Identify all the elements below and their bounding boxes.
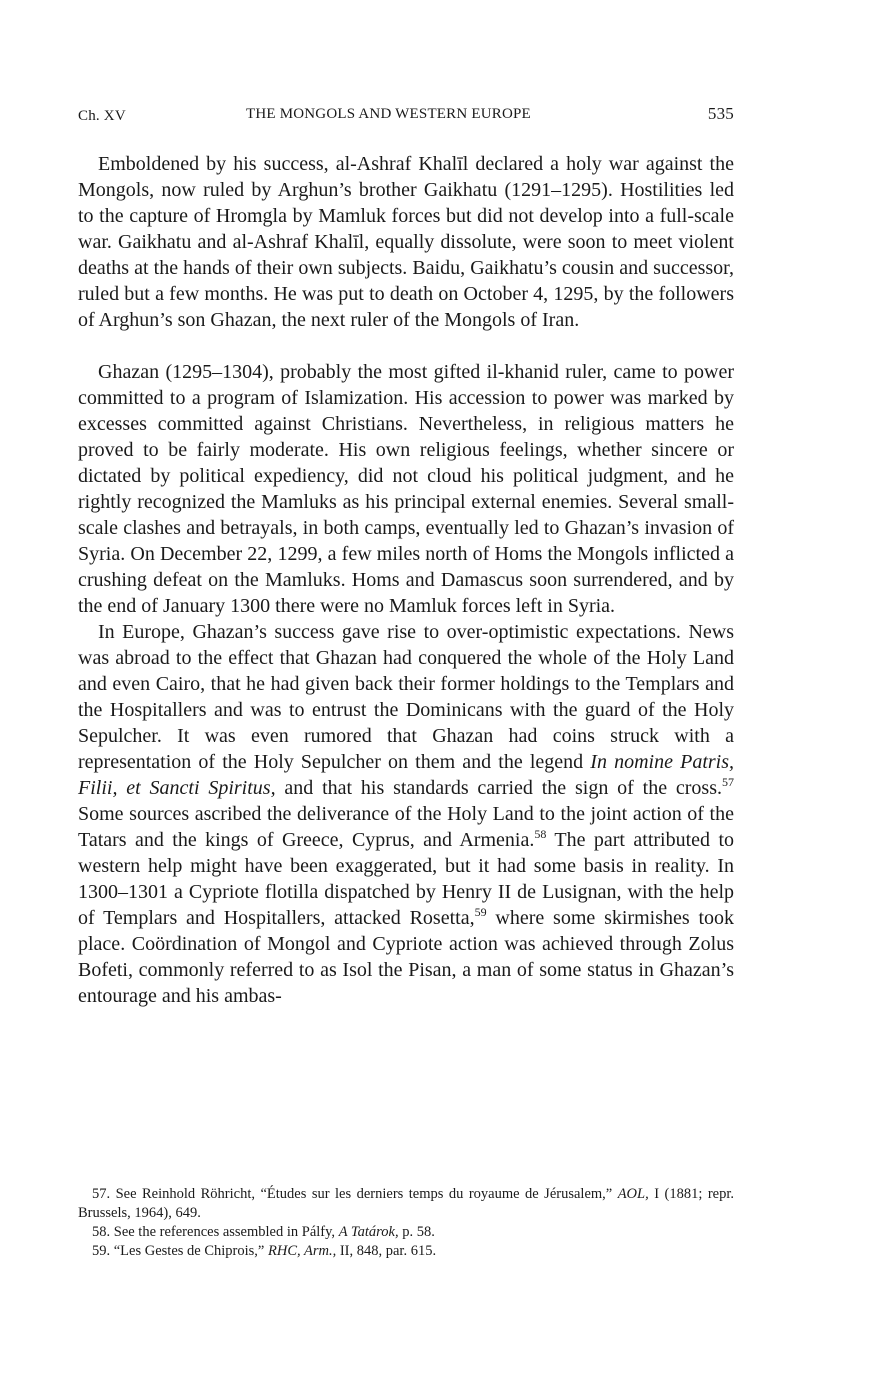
footnote-ref-59: 59 (474, 905, 487, 919)
footnotes (78, 1185, 734, 1261)
paragraph-3 (78, 619, 734, 1009)
footnote-ref-58: 58 (534, 827, 547, 841)
page-number: 535 (707, 104, 734, 123)
footnote-58 (78, 1223, 734, 1242)
footnote-59-text-b: II, 848, par. 615. (336, 1243, 437, 1259)
footnote-ref-57: 57 (722, 775, 734, 789)
footnote-59-italic: RHC, Arm., (267, 1243, 337, 1259)
paragraph-3-text-d: The part attributed to western help might have been exaggerated, but it had some basis in reality. In 1300–1301 a Cypriote flotilla dispatched by Henry II de Lusignan, with the help of Templars and Hospitallers, attacked Rosetta, (78, 829, 734, 929)
paragraph-2: Ghazan (1295–1304), probably the most gifted il-khanid ruler, came to power committed to a program of Islamization. His accession to power was marked by excesses committed against Christians. Nevertheless, in religious matters he proved to be fairly moderate. His own religious feelings, whether sincere or dictated by political expediency, did not cloud his political judgment, and he rightly recognized the Mamluks as his principal external enemies. Several small-scale clashes and betrayals, in both camps, eventually led to Ghazan’s invasion of Syria. On December 22, 1299, a few miles north of Homs the Mongols inflicted a crushing defeat on the Mamluks. Homs and Damascus soon surrendered, and by the end of January 1300 there were no Mamluk forces left in Syria. (78, 361, 734, 617)
footnote-59-text-a: 59. “Les Gestes de Chiprois,” (92, 1243, 268, 1259)
footnote-59 (78, 1242, 734, 1261)
paragraph-1: Emboldened by his success, al-Ashraf Khalīl declared a holy war against the Mongols, now ruled by Arghun’s brother Gaikhatu (1291–1295). Hostilities led to the capture of Hromgla by Mamluk forces but did not develop into a full-scale war. Gaikhatu and al-Ashraf Khalīl, equally dissolute, were soon to meet violent deaths at the hands of their own subjects. Baidu, Gaikhatu’s cousin and successor, ruled but a few months. He was put to death on October 4, 1295, by the followers of Arghun’s son Ghazan, the next ruler of the Mongols of Iran. (78, 153, 734, 331)
paragraph-3-text-e: where some skirmishes took place. Coördination of Mongol and Cypriote action was achieved through Zolus Bofeti, commonly referred to as Isol the Pisan, a man of some status in Ghazan’s entourage and his ambas- (78, 907, 734, 1007)
footnote-58-text-a: 58. See the references assembled in Pálfy, (92, 1224, 339, 1240)
paragraph-3-text-a: In Europe, Ghazan’s success gave rise to over-optimistic expectations. News was abroad to the effect that Ghazan had conquered the whole of the Holy Land and even Cairo, that he had given back their former holdings to the Templars and the Hospitallers and was to entrust the Dominicans with the guard of the Holy Sepulcher. It was even rumored that Ghazan had coins struck with a representation of the Holy Sepulcher on them and the legend (78, 621, 734, 773)
footnote-57-text-a: 57. See Reinhold Röhricht, “Études sur les derniers temps du royaume de Jérusalem,” (92, 1186, 618, 1202)
footnote-58-italic: A Tatárok, (338, 1224, 399, 1240)
running-title: THE MONGOLS AND WESTERN EUROPE (246, 106, 531, 122)
footnote-57-text-b: I (1881; repr. Brussels, 1964), 649. (78, 1186, 734, 1221)
footnote-58-text-b: p. 58. (398, 1224, 435, 1240)
body-text (78, 151, 734, 1009)
latin-legend: In nomine Patris, Filii, et Sancti Spiritus, (78, 751, 734, 799)
running-head (78, 104, 734, 130)
chapter-label: Ch. XV (78, 108, 126, 124)
paragraph-3-text-b: and that his standards carried the sign of the cross. (275, 777, 722, 799)
footnote-57-italic: AOL, (617, 1186, 649, 1202)
paragraph-3-text-c: Some sources ascribed the deliverance of the Holy Land to the joint action of the Tatars and the kings of Greece, Cyprus, and Armenia. (78, 803, 734, 851)
footnote-57 (78, 1185, 734, 1223)
